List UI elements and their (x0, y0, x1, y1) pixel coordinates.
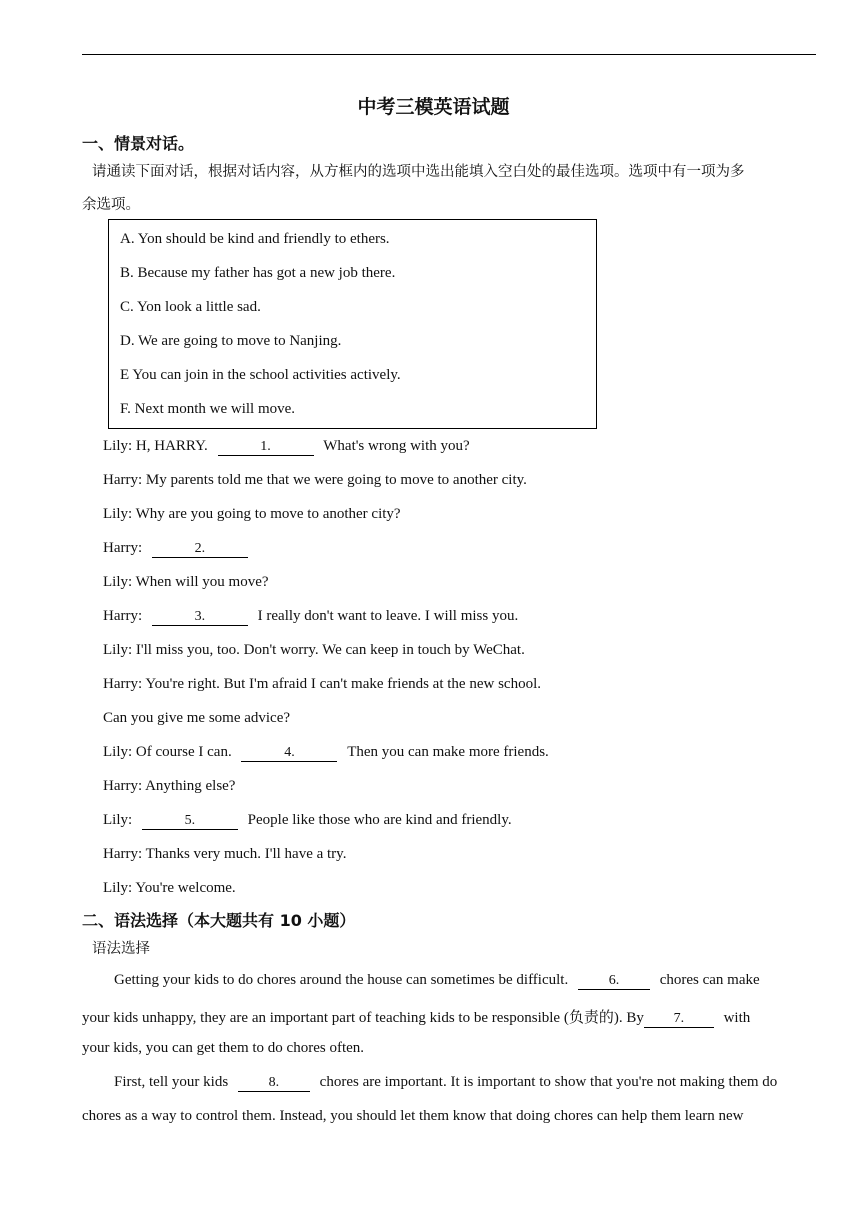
dialogue-line-1 (103, 438, 470, 456)
blank-6[interactable]: 6. (578, 973, 650, 990)
option-c: C. Yon look a little sad. (120, 299, 261, 315)
dialogue-line-3: Lily: Why are you going to move to another city? (103, 506, 401, 522)
option-e: E You can join in the school activities actively. (120, 367, 401, 383)
blank-1[interactable]: 1. (218, 439, 314, 456)
blank-4[interactable]: 4. (241, 745, 337, 762)
dialogue-text: Lily: H, HARRY. (103, 438, 208, 454)
dialogue-text: Harry: (103, 608, 143, 624)
dialogue-text: Harry: (103, 540, 143, 556)
dialogue-line-13: Harry: Thanks very much. I'll have a try. (103, 846, 347, 862)
passage-line-2 (82, 1006, 750, 1028)
section-1-heading: 一、情景对话。 (82, 134, 195, 153)
dialogue-line-12 (103, 812, 512, 830)
passage-text: your kids unhappy, they are an important part of teaching kids to be responsible (负责的). By (82, 1010, 644, 1026)
section-1-instructions-line-1: 请通读下面对话，根据对话内容，从方框内的选项中选出能填入空白处的最佳选项。选项中有一项为多 (92, 164, 745, 180)
section-1-instructions-line-2: 余选项。 (82, 197, 140, 213)
dialogue-text: People like those who are kind and friendly. (247, 812, 512, 828)
header-rule (82, 54, 816, 55)
dialogue-line-14: Lily: You're welcome. (103, 880, 236, 896)
dialogue-line-4 (103, 540, 248, 558)
dialogue-text: Then you can make more friends. (347, 744, 549, 760)
passage-text: Getting your kids to do chores around the house can sometimes be difficult. (114, 972, 569, 988)
dialogue-text: Lily: (103, 812, 133, 828)
dialogue-text: I really don't want to leave. I will miss you. (257, 608, 519, 624)
passage-text: with (723, 1010, 751, 1026)
dialogue-text: Lily: Of course I can. (103, 744, 232, 760)
dialogue-line-11: Harry: Anything else? (103, 778, 236, 794)
dialogue-text: What's wrong with you? (323, 438, 470, 454)
passage-text: chores are important. It is important to show that you're not making them do (319, 1074, 778, 1090)
section-2-heading: 二、语法选择（本大题共有 10 小题） (82, 911, 356, 930)
passage-line-4 (114, 1074, 777, 1092)
passage-line-3: your kids, you can get them to do chores often. (82, 1040, 365, 1056)
section-2-subheading: 语法选择 (92, 941, 150, 957)
blank-7[interactable]: 7. (644, 1011, 714, 1028)
blank-2[interactable]: 2. (152, 541, 248, 558)
dialogue-line-5: Lily: When will you move? (103, 574, 269, 590)
page-title: 中考三模英语试题 (357, 96, 510, 118)
option-f: F. Next month we will move. (120, 401, 296, 417)
option-d: D. We are going to move to Nanjing. (120, 333, 342, 349)
dialogue-line-6 (103, 608, 518, 626)
dialogue-line-9: Can you give me some advice? (103, 710, 291, 726)
blank-8[interactable]: 8. (238, 1075, 310, 1092)
dialogue-line-10 (103, 744, 549, 762)
dialogue-line-7: Lily: I'll miss you, too. Don't worry. We can keep in touch by WeChat. (103, 642, 525, 658)
passage-text: chores can make (659, 972, 760, 988)
passage-line-1 (114, 972, 760, 990)
option-a: A. Yon should be kind and friendly to ethers. (120, 231, 390, 247)
blank-3[interactable]: 3. (152, 609, 248, 626)
passage-line-5: chores as a way to control them. Instead, you should let them know that doing chores can help them learn new (82, 1108, 744, 1124)
blank-5[interactable]: 5. (142, 813, 238, 830)
options-box (108, 219, 597, 429)
option-b: B. Because my father has got a new job there. (120, 265, 396, 281)
dialogue-line-8: Harry: You're right. But I'm afraid I can't make friends at the new school. (103, 676, 541, 692)
passage-text: First, tell your kids (114, 1074, 229, 1090)
dialogue-line-2: Harry: My parents told me that we were going to move to another city. (103, 472, 527, 488)
